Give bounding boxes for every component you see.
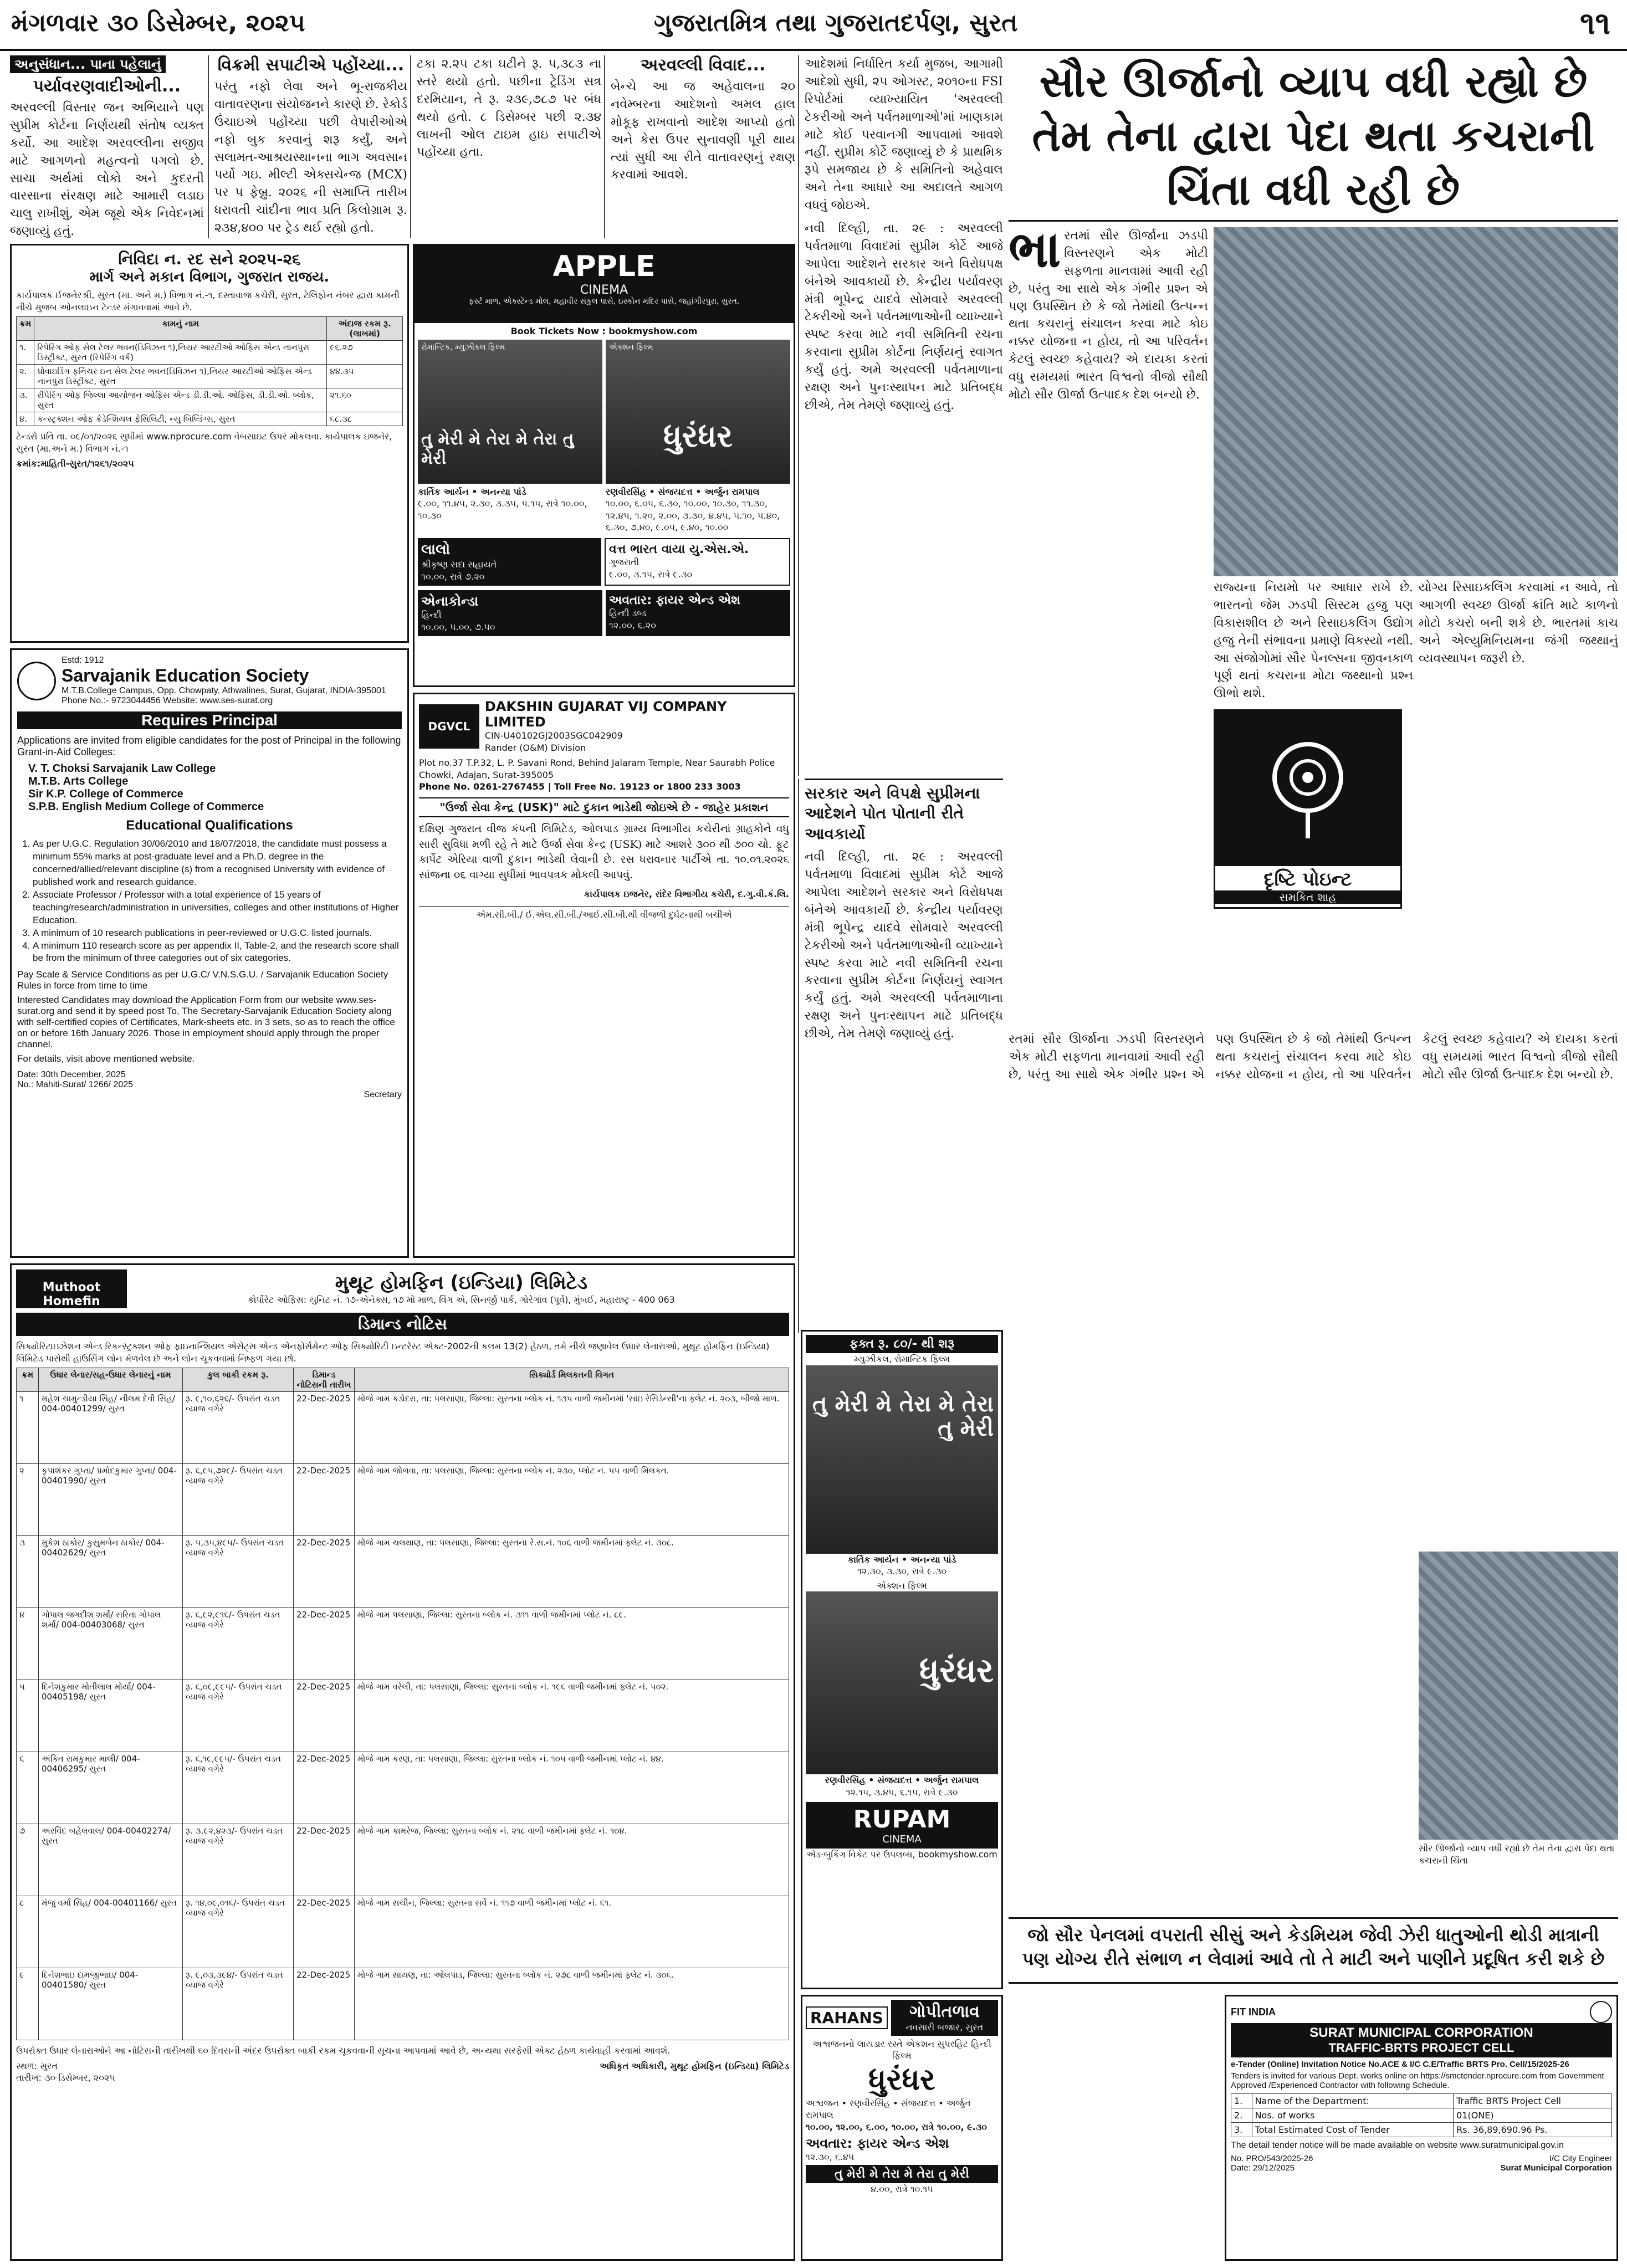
ses-banner: Requires Principal bbox=[17, 711, 402, 729]
gopi-cinema-ad: RAHANS ગોપીતળાવ નવસારી બજાર, સુરત અશ્વજનનો લાયડાર રસ્તે એકશન સુપરહિટ હિન્દી ફિલ્મ ધુરંધર અશ્વજન • રણવીરસિંહ • સંજયદત્ત • અર્જુન રામપાલ ૧૦.૦૦, ૧૨.૦૦, ૬.૦૦, ૧૦.૦૦, રાત્રે ૧૦.૦૦, ૯.૩૦ અવતાર: ફાયર એન્ડ એશ ૧૨.૩૦, ૬.૪૫ તુ મેરી મે તેરા મે તેરા તુ મેરી ૪.૦૦, રાત્રે ૧૦.૧૫ bbox=[801, 1995, 1003, 2261]
ses-ref: No.: Mahiti-Surat/ 1266/ 2025 bbox=[17, 1080, 134, 1090]
ses-quals-list bbox=[33, 838, 402, 965]
dgvcl-division: Rander (O&M) Division bbox=[484, 742, 586, 753]
issue-date: મંગળવાર ૩૦ ડિસેમ્બર, ૨૦૨૫ bbox=[11, 9, 305, 37]
tender-subtitle: માર્ગ અને મકાન વિભાગ, ગુજરાત રાજય. bbox=[89, 269, 330, 285]
dgvcl-text: દક્ષિણ ગુજરાત વીજ કંપની લિમિટેડ, ઓલપાડ ગ્રામ્ય વિભાગીય કચેરીનાં ગ્રાહકોને વધુ સારી સુવિધા મળી રહે તે માટે ઉર્જા સેવા કેન્દ્ર (USK) માટે આશરે ૩૦૦ થી ૭૦૦ ચો. ફૂટ કાર્પેટ એરિયા વાળી દુકાન ભાડેથી લેવાની છે. રસ ધરાવનાર પાર્ટીએ તા. ૧૦.૦૧.૨૦૨૬ સાંજના ૦૬ વાગ્યા સુધીમાં ભાવપત્રક મોકલી આપવું. bbox=[419, 822, 789, 881]
smc-date: Date: 29/12/2025 bbox=[1231, 2163, 1295, 2173]
table-row: 3. Total Estimated Cost of Tender Rs. 36,89,690.96 Ps. bbox=[1231, 2123, 1612, 2137]
table-row: ૪ ગોપાલ જગદીશ શર્મા/ સરિતા ગોપાલ શર્મા/ 004-00403068/ સુરત રૂ. ૬,૯૨,૯૧૬/- ઉપરાંત ચડત વ્યાજ વગેરે 22-Dec-2025 મોજે ગામ પલસાણા, જિલ્લા: સુરતના બ્લોક નં. ૩૧૧ વાળી જમીનમાં પ્લોટ નં. ૮૯. bbox=[17, 1608, 789, 1680]
aravalli-text: બેન્ચે આ જ અહેવાલના ૨૦ નવેમ્બરના આદેશનો અમલ હાલ મોકૂફ રાખવાનો આદેશ આપ્યો હતો અને કેસ ઉપર સુનાવણી પૂરી થાય ત્યાં સુધી આ રીતે વાતાવરણનું રક્ષણ કરવામાં આવશે. bbox=[611, 80, 795, 182]
ses-date: Date: 30th December, 2025 bbox=[17, 1070, 126, 1080]
gopi-film1: ધુરંધર bbox=[868, 2061, 935, 2097]
smc-title2: TRAFFIC-BRTS PROJECT CELL bbox=[1328, 2041, 1515, 2055]
ses-name: Sarvajanik Education Society bbox=[62, 665, 309, 685]
ses-address: M.T.B.College Campus, Opp. Chowpaty, Athwalines, Surat, Gujarat, INDIA-395001 bbox=[62, 686, 386, 695]
smc-tender-notice bbox=[1225, 1995, 1618, 2261]
drishti-logo-icon bbox=[1215, 711, 1400, 866]
smc-emblem-icon bbox=[1590, 2001, 1612, 2023]
ses-logo-icon bbox=[17, 662, 56, 700]
ses-apply: Interested Candidates may download the Application Form from our website www.ses-surat.org and send it by speed post To, The Secretary-Sarvajanik Education Society along with self-certified copies of Certificates, Mark-sheets etc. in 3 sets, so as to reach the office on or before 16th January 2026. Those in employment should apply through the proper channel. bbox=[17, 995, 395, 1050]
drishti-point-box bbox=[1214, 709, 1402, 909]
court-news bbox=[798, 779, 1003, 1333]
muthoot-name: મુથૂટ હોમફિન (ઇન્ડિયા) લિમિટેડ bbox=[335, 1272, 588, 1294]
muthoot-logo: Muthoot Homefin bbox=[16, 1269, 127, 1308]
gopi-film3: તુ મેરી મે તેરા મે તેરા તુ મેરી bbox=[806, 2165, 998, 2183]
gopi-loc: નવસારી બજાર, સુરત bbox=[905, 2022, 984, 2033]
ses-intro: Applications are invited from eligible candidates for the post of Principal in the following Grant-in-Aid Colleges: bbox=[17, 735, 401, 757]
dgvcl-notice bbox=[413, 693, 795, 1258]
continuation-tag: અનુસંધાન... પાના પહેલાનું bbox=[10, 55, 166, 73]
solar-text-1: રતમાં સૌર ઊર્જાના ઝડપી વિસ્તરણને એક મોટી સફળતા માનવામાં આવી રહી છે, પરંતુ આ સાથે એક ગંભીર પ્રશ્ન એ પણ ઉપસ્થિત છે કે જો તેમાંથી ઉત્પન્ન થતા કચરાનું સંચાલન કરવા માટે કોઇ નક્કર યોજના ન હોય, તો આ પરિવર્તન કેટલું સ્વચ્છ કહેવાય? એ દાયકા કરતાં વધુ સમયમાં ભારત વિશ્વનો ત્રીજો સૌથી મોટો સૌર ઊર્જા ઉત્પાદક દેશ બન્યો છે. bbox=[1009, 229, 1208, 402]
dgvcl-address: Plot no.37 T.P.32, L. P. Savani Rond, Behind Jalaram Temple, Near Saurabh Police Chowki, Adajan, Surat-395005 bbox=[419, 757, 775, 780]
solar-callout bbox=[1009, 1917, 1618, 1984]
table-row: ૧ મહેશ ચામુન્ડીયા સિંહ/ નીલમ દેવી સિંહ/ 004-00401299/ સુરત રૂ. ૯,૧૦,૬૨૬/- ઉપરાંત ચડત વ્યાજ વગેરે 22-Dec-2025 મોજે ગામ કડોદરા, તા: પલસાણા, જિલ્લા: સુરતના બ્લોક નં. ૧૩૫ વાળી જમીનમાં 'સાંઇ રેસિડેન્સી'ના ફ્લેટ નં. ૨૦૩, બીજો માળ. bbox=[17, 1392, 789, 1464]
list-item: 1. As per U.G.C. Regulation 30/06/2010 and 18/07/2018, the candidate must possess a minimum 55% marks at post-graduate level and a Ph.D. degree in the concerned/allied/relevant discipline (s) from a recognised University with evidence of published work and research guidance. bbox=[33, 838, 402, 889]
dgvcl-phone: Phone No. 0261-2767455 | Toll Free No. 19123 or 1800 233 3003 bbox=[419, 781, 741, 792]
solar-headline-box bbox=[1009, 55, 1618, 222]
continuation-col2 bbox=[208, 55, 407, 238]
muthoot-notice-title: ડિમાન્ડ નોટિસ bbox=[16, 1313, 789, 1336]
solar-callout-text: જો સૌર પેનલમાં વપરાતી સીસું અને કેડમિયમ જેવી ઝેરી ધાતુઓની થોડી માત્રાની પણ યોગ્ય રીતે સંભાળ ન લેવામાં આવે તો તે માટી અને પાણીને પ્રદૂષિત કરી શકે છે bbox=[1022, 1924, 1605, 1970]
muthoot-table: ક્રમ ઉધાર લેનાર/સહ-ઉધાર લેનારનું નામ કુલ બાકી રકમ રૂ. ડિમાન્ડ નોટિસની તારીખ સિક્યોર્ડ મિલકતની વિગત ૧ મહેશ ચામુન્ડીયા સિંહ/ નીલમ દેવી સિંહ/ 004-00401299/ સુરત રૂ. ૯,૧૦,૬૨૬/- ઉપરાંત ચડત વ્યાજ વગેરે 22-Dec-2025 મોજે ગામ કડોદરા, તા: પલસાણા, જિલ્લા: સુરતના બ્લોક નં. ૧૩૫ વાળી જમીનમાં 'સાંઇ રેસિડેન્સી'ના ફ્લેટ નં. ૨૦૩, બીજો માળ. ૨ કૃપાશંકર ગુપ્તા/ પ્રમોદકુમાર ગુપ્તા/ 004-00401990/ સુરત રૂ. ૬,૯૫,૭૨૯/- ઉપરાંત ચડત વ્યાજ વગેરે 22-Dec-2025 મોજે ગામ જોળવા, તા: પલસાણા, જિલ્લા: સુરતના બ્લોક નં. ૨૩૦, પ્લોટ નં. ૫૫ વાળી મિલકત. ૩ મુકેશ ઠાકોર/ કુસુમબેન ઠાકોર/ 004-00402629/ સુરત રૂ. ૫,૩૫,૪૯૫/- ઉપરાંત ચડત વ્યાજ વગેરે 22-Dec-2025 મોજે ગામ ચલથાણ, તા: પલસાણા, જિલ્લા: સુરતના રે.સ.નં. ૧૦૬ વાળી જમીનમાં ફ્લેટ નં. ૩૦૮. ૪ ગોપાલ જગદીશ શર્મા/ સરિતા ગોપાલ શર્મા/ 004-00403068/ સુરત રૂ. ૬,૯૨,૯૧૬/- ઉપરાંત ચડત વ્યાજ વગેરે 22-Dec-2025 મોજે ગામ પલસાણા, જિલ્લા: સુરતના બ્લોક નં. ૩૧૧ વાળી જમીનમાં પ્લોટ નં. ૮૯. ૫ દિનેશકુમાર મોતીલાલ મોર્યા/ 004-00405198/ સુરત રૂ. ૬,૦૯,૯૯૫/- ઉપરાંત ચડત વ્યાજ વગેરે 22-Dec-2025 મોજે ગામ વરેલી, તા: પલસાણા, જિલ્લા: સુરતના બ્લોક નં. ૧૯૬ વાળી જમીનમાં ફ્લેટ નં. ૫૦૨. ૬ અંકિત રામકુમાર માલી/ 004-00406295/ સુરત રૂ. ૬,૧૯,૯૯૫/- ઉપરાંત ચડત વ્યાજ વગેરે 22-Dec-2025 મોજે ગામ કરણ, તા: પલસાણા, જિલ્લા: સુરતના બ્લોક નં. ૧૦૫ વાળી જમીનમાં પ્લોટ નં. ૪૪. ૭ અરવિંદ બહેલવાલ/ 004-00402274/ સુરત રૂ. ૩,૯૨,૪૨૩/- ઉપરાંત ચડત વ્યાજ વગેરે 22-Dec-2025 મોજે ગામ કામરેજ, જિલ્લા: સુરતના બ્લોક નં. ૨૧૮ વાળી જમીનમાં ફ્લેટ નં. ૧૦૪. ૮ મંજુ વર્મા સિંહ/ 004-00401166/ સુરત રૂ. ૧૪,૦૯,૦૧૬/- ઉપરાંત ચડત વ્યાજ વગેરે 22-Dec-2025 મોજે ગામ સચીન, જિલ્લા: સુરતના સર્વે નં. ૧૧૭ વાળી જમીનમાં પ્લોટ નં. ૬૧. ૯ દિનેશભાઇ દામજીભાઇ/ 004-00401580/ સુરત રૂ. ૯,૦૩,૩૯૪/- ઉપરાંત ચડત વ્યાજ વગેરે 22-Dec-2025 મોજે ગામ સાયણ, તા: ઓલપાડ, જિલ્લા: સુરતના બ્લોક નં. ૨૭૮ વાળી જમીનમાં ફ્લેટ નં. ૩૦૬. bbox=[16, 1368, 789, 2040]
aravalli-heading: અરવલ્લી વિવાદ... bbox=[640, 55, 766, 75]
tender-title: નિવિદા ન. રદ સને ૨૦૨૫-૨૬ bbox=[118, 250, 301, 268]
muthoot-place: સ્થળ: સુરત bbox=[16, 2060, 58, 2071]
page-number: ૧૧ bbox=[1580, 6, 1610, 42]
table-row: ૩. રીપેરિંગ ઓફ જિલ્લા આયોજન ઓફિસ એન્ડ ડી.ડી.ઓ. ઓફિસ, ડી.ડી.ઓ. બ્લોક, સુરત ૨૧.૬૦ bbox=[17, 388, 403, 412]
smc-detail: The detail tender notice will be made available on website www.suratmunicipal.gov.in bbox=[1231, 2141, 1564, 2150]
muthoot-intro: સિક્યોરિટાઇઝેશન એન્ડ રિકન્સ્ટ્રક્શન ઓફ ફાઇનાન્શિયલ એસેટ્સ એન્ડ એનફોર્સમેન્ટ ઓફ સિક્યોરિટી ઇન્ટરેસ્ટ એક્ટ-2002ની કલમ 13(2) હેઠળ, તમે નીચે જણાવેલ ઉધાર લેનારાઓ, મુથૂટ હોમફિન (ઇન્ડિયા) લિમિટેડ પાસેથી હાઉસિંગ લોન મેળવેલ છે અને લોન ચૂકવવામાં નિષ્ફળ ગયા છો. bbox=[16, 1341, 770, 1364]
solar-photo-caption: સૌર ઊર્જાનો વ્યાપ વધી રહ્યો છે તેમ તેના દ્વારા પેદા થતા કચરાની ચિંતા bbox=[1419, 1843, 1615, 1866]
continuation-text: અરવલ્લી વિસ્તાર જન અભિયાને પણ સુપ્રીમ કોર્ટના નિર્ણયથી સંતોષ વ્યક્ત કર્યો. આ આદેશ અરવલ્લીના સજીવ માટે આગળનો મહત્વનો પગલો છે. સાચા અર્થમાં લોકો અને કુદરતી વારસાના સંરક્ષણ માટે આમારી લડાઇ ચાલુ રાખીશું, એમ જૂથે એક નિવેદનમાં જણાવ્યું હતું. bbox=[10, 101, 204, 238]
dgvcl-sign: કાર્યપાલક ઇજનેર, રાંદેર વિભાગીય કચેરી, દ.ગુ.વી.કં.લિ. bbox=[584, 889, 789, 900]
table-row: 1. Name of the Department: Traffic BRTS Project Cell bbox=[1231, 2094, 1612, 2108]
apple-film-poster-2: એક્શન ફિલ્મ ધુરંધર bbox=[606, 340, 790, 484]
apple-film-6: અવતાર: ફાયર એન્ડ એશ હિન્દી ડબ્ડ ૧૨.૦૦, ૬.૨૦ bbox=[606, 590, 790, 636]
silver-heading: વિક્રમી સપાટીએ પહોંચ્યા... bbox=[217, 55, 405, 75]
court-heading: સરકાર અને વિપક્ષે સુપ્રીમના આદેશને પોત પોતાની રીતે આવકાર્યો bbox=[805, 779, 1003, 844]
solar-text-3: યોગ્ય રિસાઇકલિંગ કરવામાં ન આવે, તો આગળી સ્વચ્છ ઊર્જા ક્રાંતિ માટે કાળનો મોટો કચરો બની શકે છે. ભારતમાં કાચ અને એલ્યુમિનિયમના જંગી જથ્થાનું વ્યવસ્થાપન જરૂરી છે. bbox=[1419, 581, 1618, 665]
table-row: ૩ મુકેશ ઠાકોર/ કુસુમબેન ઠાકોર/ 004-00402629/ સુરત રૂ. ૫,૩૫,૪૯૫/- ઉપરાંત ચડત વ્યાજ વગેરે 22-Dec-2025 મોજે ગામ ચલથાણ, તા: પલસાણા, જિલ્લા: સુરતના રે.સ.નં. ૧૦૬ વાળી જમીનમાં ફ્લેટ નં. ૩૦૮. bbox=[17, 1536, 789, 1608]
solar-lower-text: રતમાં સૌર ઊર્જાના ઝડપી વિસ્તરણને એક મોટી સફળતા માનવામાં આવી રહી છે, પરંતુ આ સાથે એક ગંભીર પ્રશ્ન એ પણ ઉપસ્થિત છે કે જો તેમાંથી ઉત્પન્ન થતા કચરાનું સંચાલન કરવા માટે કોઇ નક્કર યોજના ન હોય, તો આ પરિવર્તન કેટલું સ્વચ્છ કહેવાય? એ દાયકા કરતાં વધુ સમયમાં ભારત વિશ્વનો ત્રીજો સૌથી મોટો સૌર ઊર્જા ઉત્પાદક દેશ બન્યો છે. bbox=[1009, 1032, 1618, 1082]
table-row: ૬ અંકિત રામકુમાર માલી/ 004-00406295/ સુરત રૂ. ૬,૧૯,૯૯૫/- ઉપરાંત ચડત વ્યાજ વગેરે 22-Dec-2025 મોજે ગામ કરણ, તા: પલસાણા, જિલ્લા: સુરતના બ્લોક નં. ૧૦૫ વાળી જમીનમાં પ્લોટ નં. ૪૪. bbox=[17, 1752, 789, 1824]
drishti-title: દૃષ્ટિ પોઇન્ટ bbox=[1263, 868, 1352, 890]
list-item: V. T. Choksi Sarvajanik Law College bbox=[28, 762, 216, 775]
rupam-note: એડ-બુકિંગ વિકેટ પર ઉપલબ્ધ, bookmyshow.com bbox=[806, 1849, 997, 1860]
list-item: 3. A minimum of 10 research publications in peer-reviewed or U.G.C. listed journals. bbox=[33, 927, 402, 940]
smc-sign2: Surat Municipal Corporation bbox=[1500, 2163, 1612, 2173]
tender-footer: ટેન્ડરો પ્રતિ તા. ૦૯/૦૧/૨૦૨૬ સુધીમાં www.nprocure.com વેબસાઇટ ઉપર મોકલવા. કાર્યપાલક ઇજનેર, સુરત (મા.અને મ.) વિભાગ નં.-૧ bbox=[16, 431, 392, 454]
apple-sub: CINEMA bbox=[580, 283, 628, 297]
gopi-tagline: અશ્વજનનો લાયડાર રસ્તે એકશન સુપરહિટ હિન્દી ફિલ્મ bbox=[812, 2038, 991, 2061]
table-row: ૨. પ્રોવાઇડિંગ ફર્નિચર ઇન સેલ ટેલર ભવન(ડિવિઝન ૧),નિયર આરટીઓ ઓફિસ એન્ડ નાનપુરા ડિસ્ટ્રીક્ટ, સુરત ૪૪.૩૫ bbox=[17, 365, 403, 388]
solar-text-2: રાજ્યના નિયમો પર આધાર રાખે છે. ભારતનો જેમ ઝડપી સિસ્ટમ હજુ પણ વિકાસશીલ છે અને રિસાઇકલિંગ ઉદ્યોગ હજુ તેની સંભાવના પ્રમાણે વિકસ્યો નથી. આ સંજોગોમાં સૌર પેનલ્સના જીવનકાળ પૂર્ણ થતાં કચરાના મોટા જથ્થાનો પ્રશ્ન ઊભો થશે. bbox=[1214, 581, 1413, 701]
solar-col1 bbox=[1009, 227, 1208, 1025]
apple-film-4: વત્ત ભારત વાયા યુ.એસ.એ. ગુજરાતી ૯.૦૦, ૩.૧૫, રાત્રે ૯.૩૦ bbox=[605, 538, 790, 586]
smc-sign1: I/C City Engineer bbox=[1549, 2154, 1612, 2163]
gopi-name: ગોપીતળાવ bbox=[909, 2002, 980, 2021]
table-row: ૭ અરવિંદ બહેલવાલ/ 004-00402274/ સુરત રૂ. ૩,૯૨,૪૨૩/- ઉપરાંત ચડત વ્યાજ વગેરે 22-Dec-2025 મોજે ગામ કામરેજ, જિલ્લા: સુરતના બ્લોક નં. ૨૧૮ વાળી જમીનમાં ફ્લેટ નં. ૧૦૪. bbox=[17, 1824, 789, 1896]
table-row: ૫ દિનેશકુમાર મોતીલાલ મોર્યા/ 004-00405198/ સુરત રૂ. ૬,૦૯,૯૯૫/- ઉપરાંત ચડત વ્યાજ વગેરે 22-Dec-2025 મોજે ગામ વરેલી, તા: પલસાણા, જિલ્લા: સુરતના બ્લોક નં. ૧૯૬ વાળી જમીનમાં ફ્લેટ નં. ૫૦૨. bbox=[17, 1680, 789, 1752]
solar-waste-photo bbox=[1419, 1552, 1618, 1840]
table-row: ૯ દિનેશભાઇ દામજીભાઇ/ 004-00401580/ સુરત રૂ. ૯,૦૩,૩૯૪/- ઉપરાંત ચડત વ્યાજ વગેરે 22-Dec-2025 મોજે ગામ સાયણ, તા: ઓલપાડ, જિલ્લા: સુરતના બ્લોક નં. ૨૭૮ વાળી જમીનમાં ફ્લેટ નં. ૩૦૬. bbox=[17, 1968, 789, 2040]
apple-film-poster-1: રોમાન્ટિક, મ્યુઝીકલ ફિલ્મ તુ મેરી મે તેરા મે તેરા તુ મેરી bbox=[418, 340, 602, 484]
aravalli-text-cont2: નવી દિલ્હી, તા. ૨૯ : અરવલ્લી પર્વતમાળા વિવાદમાં સુપ્રીમ કોર્ટે આજે આપેલા આદેશને સરકાર અને વિરોધપક્ષ બંનેએ આવકાર્યો છે. કેન્દ્રીય પર્યાવરણ મંત્રી ભૂપેન્દ્ર યાદવે સોમવારે અરવલ્લી ટેકરીઓ અને પર્વતમાળાઓની વ્યાખ્યાને સ્પષ્ટ કરવા માટે નવી સમિતિની રચના કરવાના સુપ્રીમ કોર્ટના નિર્ણયનું સ્વાગત કર્યું હતું. અમે અરવલ્લી પર્વતમાળાના રક્ષણ અને પુનઃસ્થાપન માટે પ્રતિબદ્ધ છીએ, તેમ તેમણે જણાવ્યું હતું. bbox=[805, 222, 1003, 412]
rupam-film1-genre: મ્યુઝીકલ, રોમાન્ટિક ફિલ્મ bbox=[854, 1354, 950, 1364]
continuation-col3 bbox=[410, 55, 601, 238]
smc-title1: SURAT MUNICIPAL CORPORATION bbox=[1309, 2025, 1533, 2040]
ses-pay: Pay Scale & Service Conditions as per U.G.C/ V.N.S.G.U. / Sarvajanik Education Society Rules in force from time to time bbox=[17, 969, 388, 991]
apple-name: APPLE bbox=[552, 250, 656, 283]
masthead: ગુજરાતમિત્ર તથા ગુજરાતદર્પણ, સુરત bbox=[654, 9, 1018, 37]
ses-colleges-list bbox=[28, 762, 402, 813]
continuation-col4 bbox=[604, 55, 795, 238]
ses-details: For details, visit above mentioned website. bbox=[17, 1053, 195, 1064]
aravalli-col5 bbox=[798, 55, 1003, 776]
dgvcl-notice-title: "ઉર્જા સેવા કેન્દ્ર (USK)" માટે દુકાન ભાડેથી જોઇએ છે - જાહેર પ્રકાશન bbox=[419, 797, 789, 817]
rupam-logo: RUPAM CINEMA bbox=[806, 1802, 998, 1849]
fit-india-logo: FIT INDIA bbox=[1231, 2006, 1276, 2018]
dgvcl-name: DAKSHIN GUJARAT VIJ COMPANY LIMITED bbox=[484, 699, 727, 730]
tender-col-cost: અંદાજ રકમ રૂ.(લાખમાં) bbox=[327, 317, 403, 341]
continuation-col1 bbox=[10, 55, 204, 238]
rupam-cinema-ad: ફક્ત રૂ. ૮૦/- થી શરૂ મ્યુઝીકલ, રોમાન્ટિક ફિલ્મ તુ મેરી મે તેરા મે તેરા તુ મેરી કાર્તિક આર્યન • અનન્યા પાંડે ૧૨.૩૦, ૩.૩૦, રાત્રે ૯.૩૦ એક્શન ફિલ્મ ધુરંધર રણવીરસિંહ • સંજયદત્ત • અર્જુન રામપાલ ૧૨.૧૫, ૩.૪૫, ૬.૧૫, રાત્રે ૯.૩૦ RUPAM CINEMA એડ-બુકિંગ વિકેટ પર ઉપલબ્ધ, bookmyshow.com bbox=[801, 1330, 1003, 1989]
solar-headline: સૌર ઊર્જાનો વ્યાપ વધી રહ્યો છે તેમ તેના દ્વારા પેદા થતા કચરાની ચિંતા વધી રહી છે bbox=[1032, 57, 1595, 215]
table-row: ૧. રિપેરિંગ ઓફ સેલ ટેલર ભવન(ડિવિઝન ૧),નિયર આરટીઓ ઓફિસ એન્ડ નાનપુરા ડિસ્ટ્રીક્ટ, સુરત (રિપેરિંગ વર્ક) ૯૬.૨૭ bbox=[17, 341, 403, 365]
solar-col3 bbox=[1419, 579, 1618, 912]
muthoot-demand-notice bbox=[10, 1263, 795, 2261]
ses-contact: Phone No.:- 9723044456 Website: www.ses-surat.org bbox=[62, 696, 273, 705]
muthoot-office: કોર્પોરેટ ઓફિસ: યુનિટ નં. ૧૭-એનેક્સ, ૧૭ મો માળ, વિંગ એ, સિનર્જી પાર્ક, ગોરેગાંવ (પૂર્વ), મુંબઈ, મહારાષ્ટ્ર - 400 063 bbox=[248, 1294, 675, 1305]
drop-cap: ભા bbox=[1009, 227, 1061, 279]
rupam-film1-poster: તુ મેરી મે તેરા મે તેરા તુ મેરી bbox=[806, 1365, 998, 1554]
tender-table bbox=[16, 316, 403, 426]
muthoot-date: તારીખ: ૩૦ ડિસેમ્બર, ૨૦૨૫ bbox=[16, 2072, 115, 2083]
dgvcl-slogan: એમ.સી.બી./ ઈ.એલ.સી.બી./આઈ.સી.બી.થી વીજળી દુર્ઘટનાથી બચીએ bbox=[419, 906, 789, 921]
table-row: ૮ મંજુ વર્મા સિંહ/ 004-00401166/ સુરત રૂ. ૧૪,૦૯,૦૧૬/- ઉપરાંત ચડત વ્યાજ વગેરે 22-Dec-2025 મોજે ગામ સચીન, જિલ્લા: સુરતના સર્વે નં. ૧૧૭ વાળી જમીનમાં પ્લોટ નં. ૬૧. bbox=[17, 1896, 789, 1968]
continuation-heading: પર્યાવરણવાદીઓની... bbox=[33, 76, 181, 96]
rupam-promo: ફક્ત રૂ. ૮૦/- થી શરૂ bbox=[806, 1335, 998, 1353]
table-row: 2. Nos. of works 01(ONE) bbox=[1231, 2108, 1612, 2123]
tender-col-work: કામનું નામ bbox=[34, 317, 327, 341]
silver-text-cont: ટકા ૨.૨૫ ટકા ઘટીને રૂ. ૫,૩૮૩ ના સ્તરે થયો હતો. પછીના ટ્રેડિંગ સત્ર દરમિયાન, તે રૂ. ૨૩૯,૭૮૭ પર બંધ થયો હતો. ૮ ડિસેમ્બર પછી ૨.૩૪ લાખની ઓલ ટાઇમ હાઇ સપાટીએ પહોંચ્યા હતા. bbox=[417, 57, 601, 160]
gopi-film2: અવતાર: ફાયર એન્ડ એશ bbox=[806, 2135, 949, 2151]
table-row: ૪. કન્સ્ટ્રક્શન ઓફ ક્રેડેન્શિયલ ફેસિલિટી, ન્યુ બિલ્ડિંગ્સ, સુરત ૬૮.૩૮ bbox=[17, 412, 403, 426]
list-item: Sir K.P. College of Commerce bbox=[28, 788, 183, 800]
apple-cinema-ad: APPLE CINEMA ફર્સ્ટ માળ, એક્સ્ટેન્ડ મોલ, મહાવીર સંકુલ પાસે, ઇસ્કોન મંદિર પાસે, જહાંગીરપુરા, સુરત. Book Tickets Now : bookmyshow.com રોમાન્ટિક, મ્યુઝીકલ ફિલ્મ તુ મેરી મે તેરા મે તેરા તુ મેરી એક્શન ફિલ્મ ધુરંધર કાર્તિક આર્યન • અનન્યા પાંડે ૯.૦૦, ૧૧.૪૫, ૨.૩૦, ૩.૩૫, ૫.૧૫, રાત્રે ૧૦.૦૦, ૧૦.૩૦ રણવીરસિંહ • સંજયદત્ત • અર્જુન રામપાલ ૧૦.૦૦, ૬.૦૫, ૬.૩૦, ૧૦.૦૦, ૧૦.૩૦, ૧૧.૩૦, ૧૨.૪૫, ૧.૨૦, ૨.૦૦, ૩.૩૦, ૪.૪૫, ૫.૧૦, ૫.૪૦, ૬.૩૦, ૭.૪૦, ૯.૦૫, ૯.૪૦, ૧૦.૦૦ લાલો શ્રીકૃષ્ણ સદા સહાયતે ૧૦.૦૦, રાત્રે ૭.૨૦ વત્ત ભારત વાયા યુ.એસ.એ. ગુજરાતી ૯.૦૦, ૩.૧૫, રાત્રે ૯.૩૦ એનાકોન્ડા હિન્દી ૧૦.૦૦, ૫.૦૦, ૭.૫૦ અવતાર: ફાયર એન્ડ એશ હિન્દી ડબ્ડ ૧૨.૦૦, ૬.૨૦ bbox=[413, 244, 795, 687]
tender-col-no: ક્રમ bbox=[17, 317, 34, 341]
drishti-author: સમકિત શાહ bbox=[1215, 890, 1400, 904]
court-text: નવી દિલ્હી, તા. ૨૯ : અરવલ્લી પર્વતમાળા વિવાદમાં સુપ્રીમ કોર્ટે આજે આપેલા આદેશને સરકાર અને વિરોધપક્ષ બંનેએ આવકાર્યો છે. કેન્દ્રીય પર્યાવરણ મંત્રી ભૂપેન્દ્ર યાદવે સોમવારે અરવલ્લી ટેકરીઓ અને પર્વતમાળાઓની વ્યાખ્યાને સ્પષ્ટ કરવા માટે નવી સમિતિની રચના કરવાના સુપ્રીમ કોર્ટના નિર્ણયનું સ્વાગત કર્યું હતું. અમે અરવલ્લી પર્વતમાળાના રક્ષણ અને પુનઃસ્થાપન માટે પ્રતિબદ્ધ છીએ, તેમ તેમણે જણાવ્યું હતું. bbox=[805, 850, 1003, 1041]
list-item: S.P.B. English Medium College of Commerce bbox=[28, 801, 264, 813]
list-item: 2. Associate Professor / Professor with a total experience of 15 years of teaching/research/administration in universities, colleges and other institutions of Higher Education. bbox=[33, 889, 402, 927]
apple-booking: Book Tickets Now : bookmyshow.com bbox=[510, 326, 698, 336]
rahans-brand: RAHANS bbox=[806, 2006, 888, 2029]
silver-text: પરંતુ નફો લેવા અને ભૂ-રાજકીય વાતાવરણના સંયોજનને કારણે છે. રેકોર્ડ ઉંચાઇએ પહોંચ્યા પછી વેપારીઓએ નફો બુક કરવાનું શરૂ કર્યું, અને સલામત-આશ્રયસ્થાનના ભાગ અવસાન પર્યો ગઇ. મીલ્ટી એક્સચેન્જ (MCX) પર ૫ ફેબ્રુ. ૨૦૨૬ ની સમાપ્તિ તારીખ ધરાવતી ચાંદીના ભાવ પ્રતિ કિલોગ્રામ રૂ. ૨૩૪,૪૦૦ પર ટ્રેડ થઈ રહ્યો હતો. bbox=[214, 80, 407, 235]
ses-estd: Estd: 1912 bbox=[62, 656, 104, 665]
tender-intro: કાર્યપાલક ઈજનેરશ્રી, સુરત (મા. અને મ.) વિભાગ નં.-૧, દસ્તાવાજ કચેરી, સુરત, ટેલિફોન નંબર દ્વારા કામની નીચે મુજબ ઓનલાઇન ટેન્ડર મંગાવવામાં આવે છે. bbox=[16, 290, 400, 313]
tender-ref: ક્રમાંક:માહિતી-સુરત/૧૨૬૧/૨૦૨૫ bbox=[16, 458, 134, 469]
ses-principal-ad bbox=[10, 648, 409, 1258]
dgvcl-logo: DGVCL bbox=[419, 704, 479, 749]
ses-sign: Secretary bbox=[364, 1090, 402, 1100]
rupam-film2-poster: ધુરંધર bbox=[806, 1591, 998, 1774]
smc-no: No. PRO/543/2025-26 bbox=[1231, 2154, 1313, 2163]
solar-panels-photo bbox=[1214, 227, 1618, 576]
apple-film-5: એનાકોન્ડા હિન્દી ૧૦.૦૦, ૫.૦૦, ૭.૫૦ bbox=[418, 590, 602, 636]
list-item: 4. A minimum 110 research score as per appendix II, Table-2, and the research score shall be from the minimum of three categories out of six categories. bbox=[33, 940, 402, 965]
aravalli-text-cont: આદેશમાં નિર્ધારિત કર્યા મુજબ, આગામી આદેશો સુધી, ૨૫ ઓગસ્ટ, ૨૦૧૦ના FSI રિપોર્ટમાં વ્યાખ્યાયિત 'અરવલ્લી ટેકરીઓ અને પર્વતમાળાઓ'માં ખાણકામ માટે કોઈ પરવાનગી આપવામાં આવશે નહીં. સુપ્રીમ કોર્ટે જણાવ્યું છે કે પ્રાથમિક રૂપે સમજાય છે કે સમિતિનો અહેવાલ અને તેના આધારે આ અદાલતે આગળ વધવું જોઇએ. bbox=[805, 57, 1003, 213]
ses-qual-title: Educational Qualifications bbox=[126, 818, 293, 833]
dgvcl-cin: CIN-U40102GJ2003SGC042909 bbox=[484, 730, 623, 741]
muthoot-sign: અધિકૃત અધિકારી, મુથૂટ હોમફિન (ઇન્ડિયા) લિમિટેડ bbox=[600, 2060, 789, 2071]
muthoot-footer: ઉપરોક્ત ઉધાર લેનારાઓને આ નોટિસની તારીખથી ૬૦ દિવસની અંદર ઉપરોક્ત બાકી રકમ ચૂકવવાની સૂચના આપવામાં આવે છે, અન્યથા સરફેસી એક્ટ હેઠળ કાર્યવાહી કરવામાં આવશે. bbox=[16, 2045, 671, 2056]
apple-address: ફર્સ્ટ માળ, એક્સ્ટેન્ડ મોલ, મહાવીર સંકુલ પાસે, ઇસ્કોન મંદિર પાસે, જહાંગીરપુરા, સુરત. bbox=[468, 297, 740, 306]
smc-intro: Tenders is invited for various Dept. works online on https://smctender.nprocure.com from Government Approved /Experienced Contractor with following Schedule. bbox=[1231, 2071, 1604, 2090]
list-item: M.T.B. Arts College bbox=[28, 775, 129, 787]
apple-film-3: લાલો શ્રીકૃષ્ણ સદા સહાયતે ૧૦.૦૦, રાત્રે ૭.૨૦ bbox=[418, 538, 601, 586]
smc-notice: e-Tender (Online) Invitation Notice No.ACE & I/C C.E/Traffic BRTS Pro. Cell/15/2025-26 bbox=[1231, 2060, 1569, 2069]
rnb-tender-notice bbox=[10, 244, 409, 643]
table-row: ૨ કૃપાશંકર ગુપ્તા/ પ્રમોદકુમાર ગુપ્તા/ 004-00401990/ સુરત રૂ. ૬,૯૫,૭૨૯/- ઉપરાંત ચડત વ્યાજ વગેરે 22-Dec-2025 મોજે ગામ જોળવા, તા: પલસાણા, જિલ્લા: સુરતના બ્લોક નં. ૨૩૦, પ્લોટ નં. ૫૫ વાળી મિલકત. bbox=[17, 1464, 789, 1536]
page-header bbox=[0, 0, 1627, 51]
smc-table bbox=[1231, 2093, 1612, 2137]
